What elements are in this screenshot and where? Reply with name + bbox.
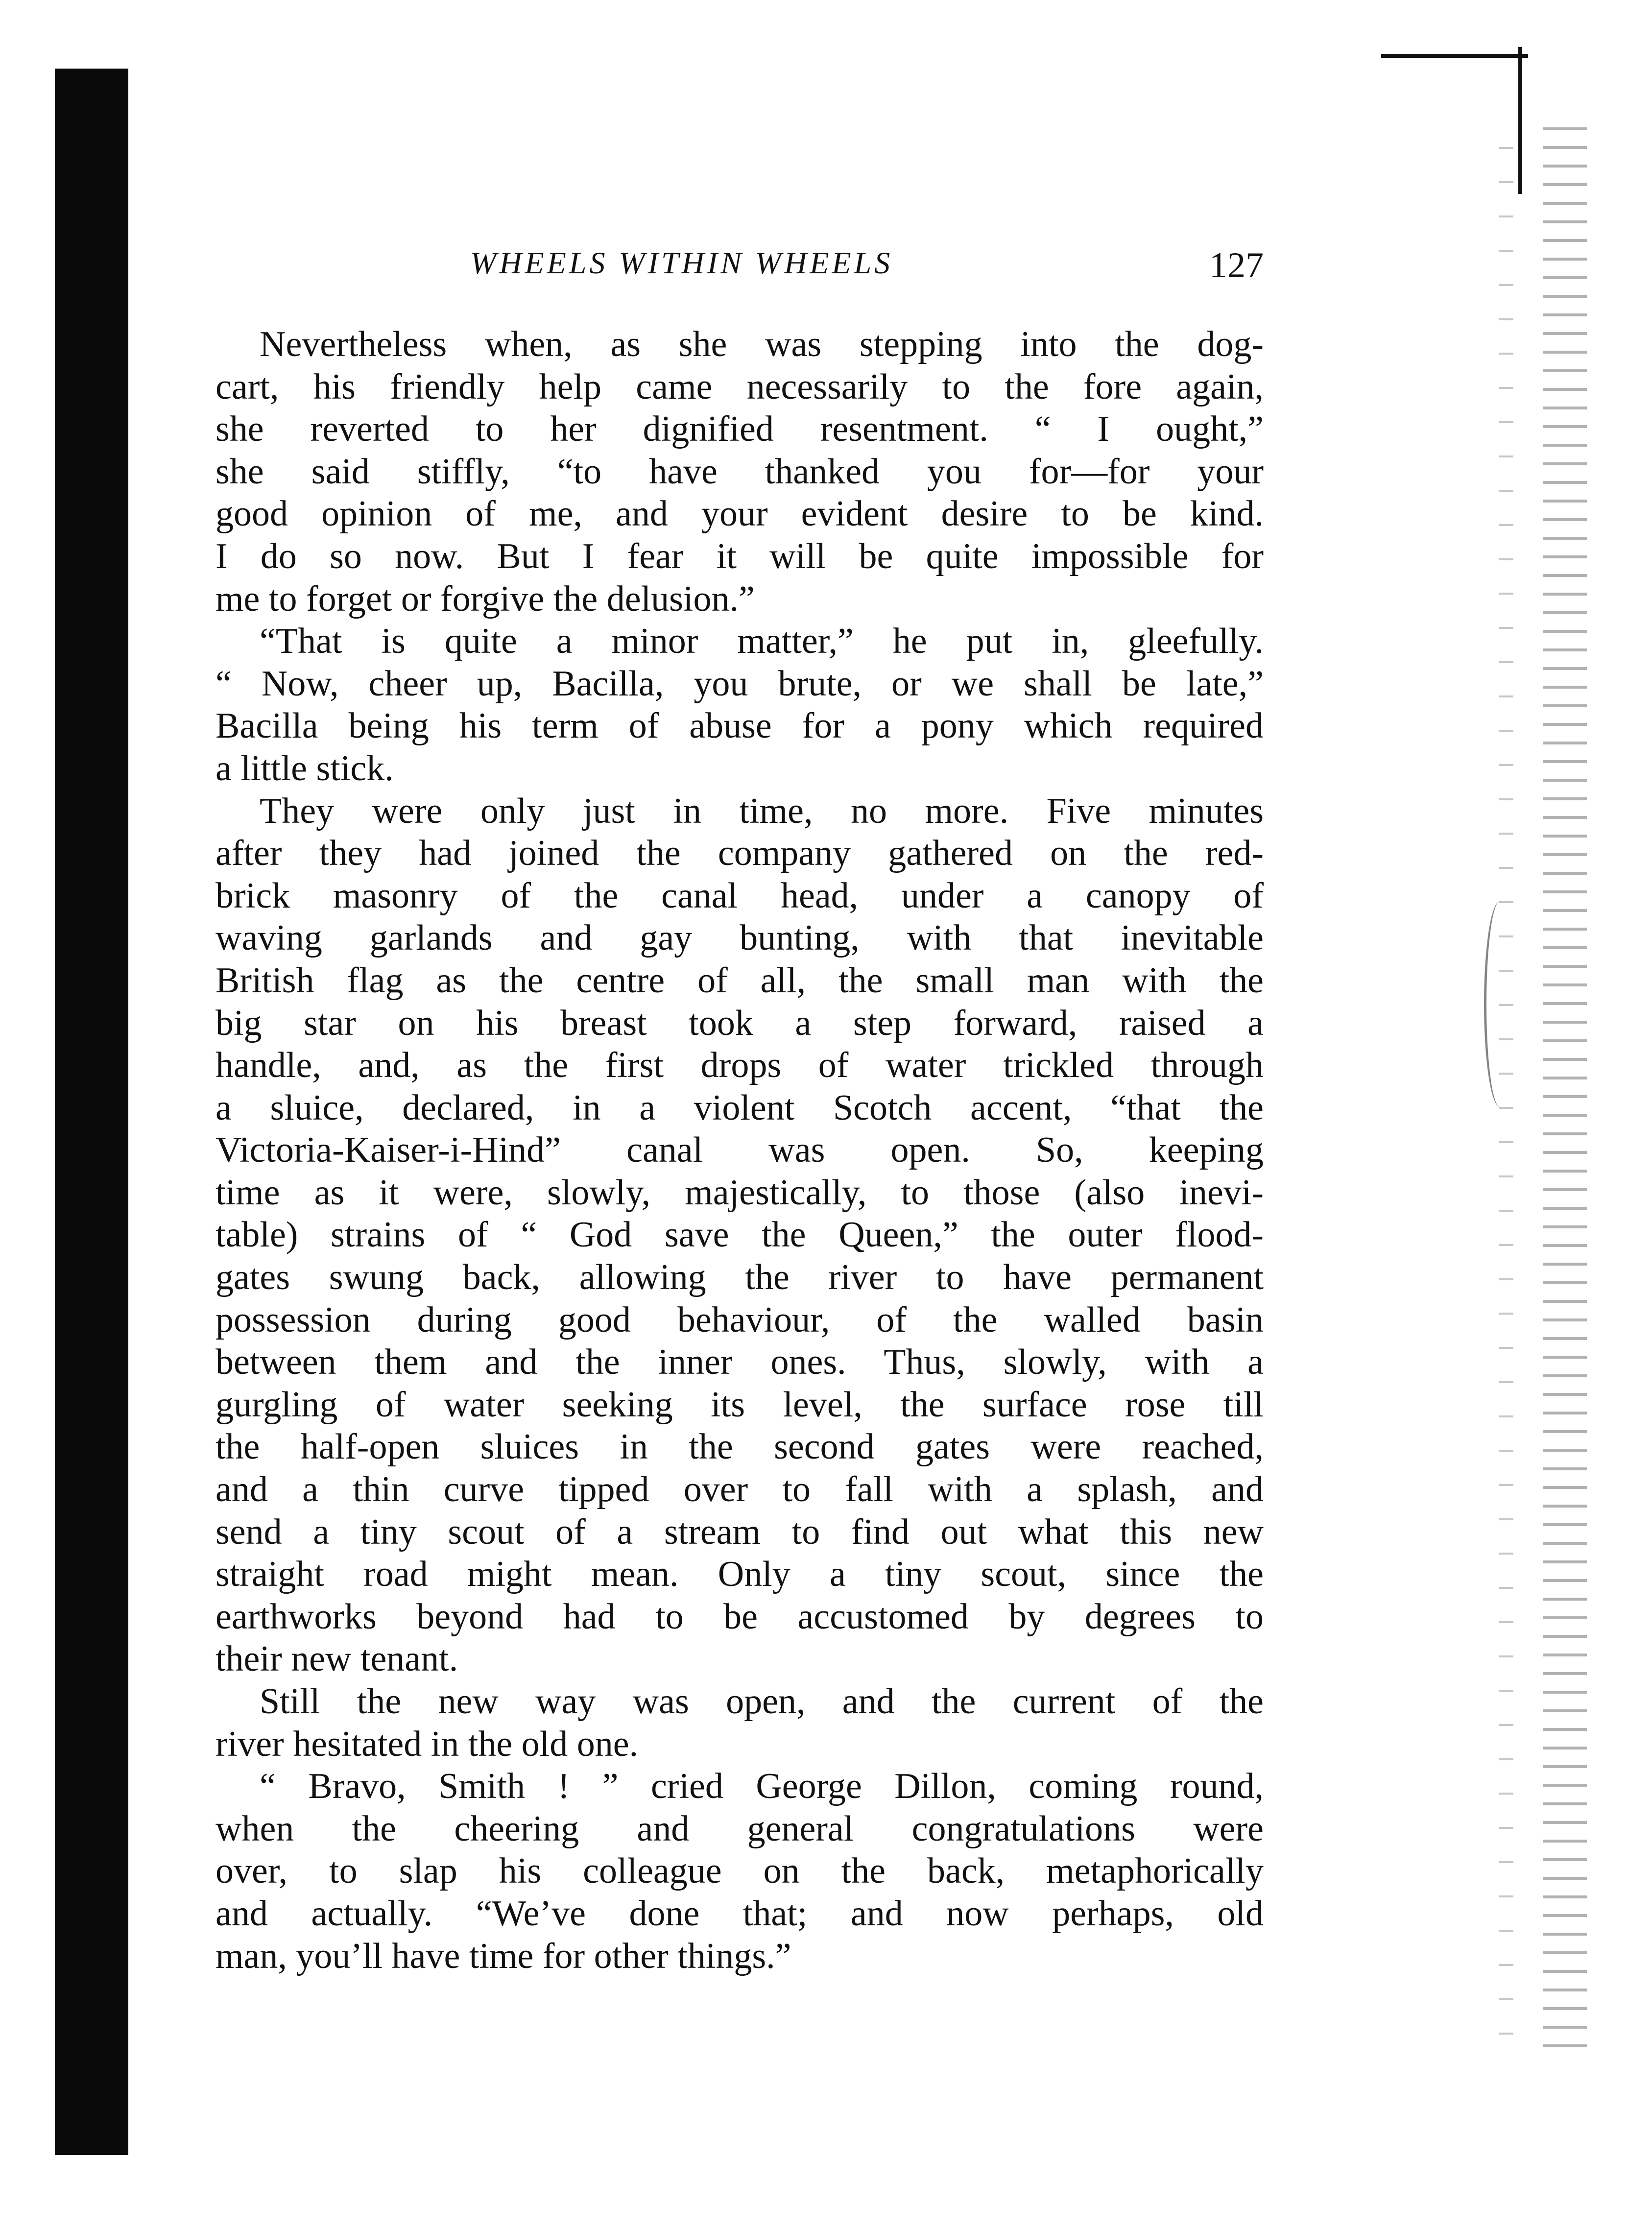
text-line: “ Bravo, Smith ! ” cried George Dillon, coming round, xyxy=(260,1766,1264,1807)
text-line: me to forget or forgive the delusion.” xyxy=(215,578,755,619)
text-line: “ Now, cheer up, Bacilla, you brute, or we shall be late,” xyxy=(215,663,1264,704)
running-title: WHEELS WITHIN WHEELS xyxy=(470,245,893,280)
page-edge-right xyxy=(1518,47,1522,194)
text-line: Bacilla being his term of abuse for a pony which required xyxy=(215,706,1264,746)
text-line: Nevertheless when, as she was stepping into the dog- xyxy=(260,324,1264,364)
text-line: They were only just in time, no more. Five minutes xyxy=(260,791,1264,831)
page-edge-curl xyxy=(1484,901,1516,1107)
text-line: waving garlands and gay bunting, with that inevitable xyxy=(215,918,1264,959)
page-edge-top xyxy=(1381,54,1528,58)
text-line: she reverted to her dignified resentment. “ I ought,” xyxy=(215,409,1264,450)
text-line: British flag as the centre of all, the small man with the xyxy=(215,960,1264,1001)
text-line: their new tenant. xyxy=(215,1639,458,1679)
text-line: and actually. “We’ve done that; and now perhaps, old xyxy=(215,1893,1264,1934)
text-line: brick masonry of the canal head, under a canopy of xyxy=(215,875,1264,916)
text-line: Victoria-Kaiser-i-Hind” canal was open. So, keeping xyxy=(215,1130,1264,1171)
text-line: “That is quite a minor matter,” he put in, gleefully. xyxy=(260,621,1264,662)
text-line: time as it were, slowly, majestically, to those (also inevi- xyxy=(215,1172,1264,1213)
page-edge-artifacts xyxy=(1543,127,1587,2062)
text-line: table) strains of “ God save the Queen,” the outer flood- xyxy=(215,1215,1264,1255)
text-line: she said stiffly, “to have thanked you for—for your xyxy=(215,451,1264,492)
text-line: a little stick. xyxy=(215,748,394,789)
text-line: earthworks beyond had to be accustomed by degrees to xyxy=(215,1596,1264,1637)
text-line: between them and the inner ones. Thus, slowly, with a xyxy=(215,1342,1264,1383)
text-line: and a thin curve tipped over to fall with a splash, and xyxy=(215,1469,1264,1510)
text-line: when the cheering and general congratulations were xyxy=(215,1808,1264,1849)
text-line: the half-open sluices in the second gates were reached, xyxy=(215,1427,1264,1467)
text-line: good opinion of me, and your evident desire to be kind. xyxy=(215,494,1264,534)
text-line: handle, and, as the first drops of water trickled through xyxy=(215,1045,1264,1086)
text-line: cart, his friendly help came necessarily to the fore again, xyxy=(215,366,1264,407)
body-text xyxy=(215,323,1264,1977)
text-line: I do so now. But I fear it will be quite impossible for xyxy=(215,536,1264,576)
text-line: a sluice, declared, in a violent Scotch accent, “that the xyxy=(215,1087,1264,1128)
text-line: big star on his breast took a step forward, raised a xyxy=(215,1003,1264,1043)
text-line: after they had joined the company gathered on the red- xyxy=(215,833,1264,874)
running-head xyxy=(215,245,1264,294)
text-line: possession during good behaviour, of the walled basin xyxy=(215,1299,1264,1340)
text-line: man, you’ll have time for other things.” xyxy=(215,1936,791,1976)
text-line: send a tiny scout of a stream to find out what this new xyxy=(215,1511,1264,1552)
text-line: Still the new way was open, and the current of the xyxy=(260,1681,1264,1722)
text-line: over, to slap his colleague on the back, metaphorically xyxy=(215,1851,1264,1892)
text-line: straight road might mean. Only a tiny scout, since the xyxy=(215,1554,1264,1595)
text-line: gates swung back, allowing the river to have permanent xyxy=(215,1257,1264,1298)
binding-edge xyxy=(55,69,128,2155)
text-line: gurgling of water seeking its level, the surface rose till xyxy=(215,1384,1264,1425)
text-line: river hesitated in the old one. xyxy=(215,1724,639,1764)
page-number: 127 xyxy=(1209,245,1264,286)
